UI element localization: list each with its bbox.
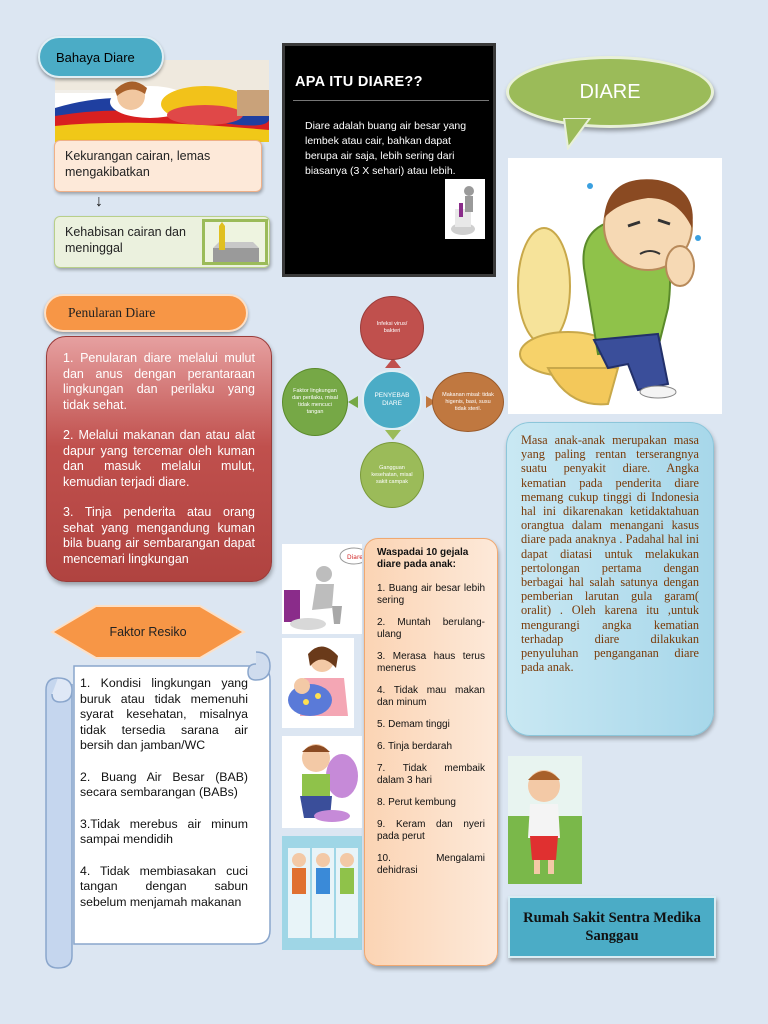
gejala-item-4: 4. Tidak mau makan dan minum — [377, 685, 485, 708]
diare-speech-bubble — [506, 56, 714, 128]
boy-stomachache-image — [282, 736, 362, 828]
penularan-diare-label — [44, 294, 248, 332]
waspadai-title: Waspadai 10 gejala diare pada anak: — [377, 547, 469, 570]
masa-anak-box — [506, 422, 714, 736]
toilet-figure-icon — [445, 179, 485, 239]
penularan-item-3: 3. Tinja penderita atau orang sehat yang mengandung kuman bila buang air sembarangan dapat mencemari lingkungan — [63, 505, 255, 566]
diare-bubble-text: DIARE — [579, 80, 641, 103]
gejala-item-6: 6. Tinja berdarah — [377, 741, 453, 752]
penularan-item-2: 2. Melalui makanan dan atau alat dapur yang tercemar oleh kuman dan masuk melalui mulut, kemudian terjadi diare. — [63, 428, 255, 489]
mother-child-image — [282, 638, 354, 728]
faktor-resiko-list — [80, 676, 248, 926]
faktor-item-3: 3.Tidak merebus air minum sampai mendidih — [80, 816, 248, 846]
penyebab-diare-diagram — [280, 296, 506, 512]
masa-anak-text: Masa anak-anak merupakan masa yang paling rentan terserangnya suatu penyakit diare. Angka kematian pada penderita diare memang cukup tinggi di Indonesia hal ini dikarenakan ketidaktahuan orangtua dalam menangani kasus diare pada anaknya . Padahal hal ini dapat diatasi untuk melakukan pertolongan pertama dengan berbagai hal salah satunya dengan pemberian larutan gula garam( oralit) . Oleh karena itu ,untuk mengurangi angka kematian terhadap diare dilakukan penyuluhan penganganan diare pada anak. — [521, 433, 699, 675]
penularan-diare-box — [46, 336, 272, 582]
kekurangan-cairan-text: Kekurangan cairan, lemas mengakibatkan — [65, 149, 211, 179]
waspadai-gejala-box — [364, 538, 498, 966]
gejala-item-5: 5. Demam tinggi — [377, 719, 450, 730]
children-group-image — [282, 836, 362, 950]
gejala-item-9: 9. Keram dan nyeri pada perut — [377, 819, 485, 842]
gejala-item-3: 3. Merasa haus terus menerus — [377, 651, 485, 674]
hospital-name-box — [508, 896, 716, 958]
faktor-item-2: 2. Buang Air Besar (BAB) secara sembarangan (BABs) — [80, 769, 248, 799]
penyebab-left-circle: Faktor lingkungan dan perilaku, misal tidak mencuci tangan — [282, 368, 348, 436]
penyebab-center-circle: PENYEBAB DIARE — [362, 370, 422, 430]
boy-holding-stomach-image — [508, 756, 582, 884]
boy-on-toilet-image — [508, 158, 722, 414]
gejala-item-1: 1. Buang air besar lebih sering — [377, 583, 485, 606]
hospital-name: Rumah Sakit Sentra Medika Sanggau — [523, 910, 701, 944]
bahaya-diare-title: Bahaya Diare — [56, 49, 135, 65]
title-divider — [293, 100, 489, 101]
person-toilet-image — [282, 544, 362, 634]
penyebab-bottom-circle: Gangguan kesehatan, misal sakit campak — [360, 442, 424, 508]
kehabisan-cairan-text: Kehabisan cairan dan meninggal — [65, 225, 186, 255]
gejala-item-2: 2. Muntah berulang-ulang — [377, 617, 485, 640]
bubble-tail-icon — [560, 118, 600, 150]
gejala-item-7: 7. Tidak membaik dalam 3 hari — [377, 763, 485, 786]
faktor-resiko-title: Faktor Resiko — [109, 625, 187, 639]
apa-itu-diare-title: APA ITU DIARE?? — [295, 74, 423, 90]
gejala-item-8: 8. Perut kembung — [377, 797, 456, 808]
kekurangan-cairan-box — [54, 140, 262, 192]
penyebab-right-circle: Makanan misal: tidak higenis, basi, susu tidak steril. — [432, 372, 504, 432]
apa-itu-diare-panel — [282, 43, 496, 277]
faktor-item-4: 4. Tidak membiasakan cuci tangan dengan sabun sebelum menjamah makanan — [80, 863, 248, 909]
faktor-item-1: 1. Kondisi lingkungan yang buruk atau tidak memenuhi syarat kesehatan, misalnya tidak tersedia sarana air bersih dan jamban/WC — [80, 676, 248, 752]
down-arrow-icon: ↓ — [95, 193, 103, 210]
diare-tag-text: Diare — [347, 554, 362, 561]
bahaya-diare-label — [38, 36, 164, 78]
penyebab-top-circle: Infeksi virus/ bakteri — [360, 296, 424, 360]
gejala-item-10: 10. Mengalami dehidrasi — [377, 853, 485, 876]
apa-itu-diare-body: Diare adalah buang air besar yang lembek atau cair, bahkan dapat berupa air saja, lebih sering dari biasanya (3 X sehari) atau lebih. — [305, 120, 467, 177]
penularan-item-1: 1. Penularan diare melalui mulut dan anus dengan perantaraan lingkungan dan perilaku yang tidak sehat. — [63, 351, 255, 412]
penularan-diare-title: Penularan Diare — [68, 305, 156, 320]
grave-icon — [202, 219, 268, 265]
